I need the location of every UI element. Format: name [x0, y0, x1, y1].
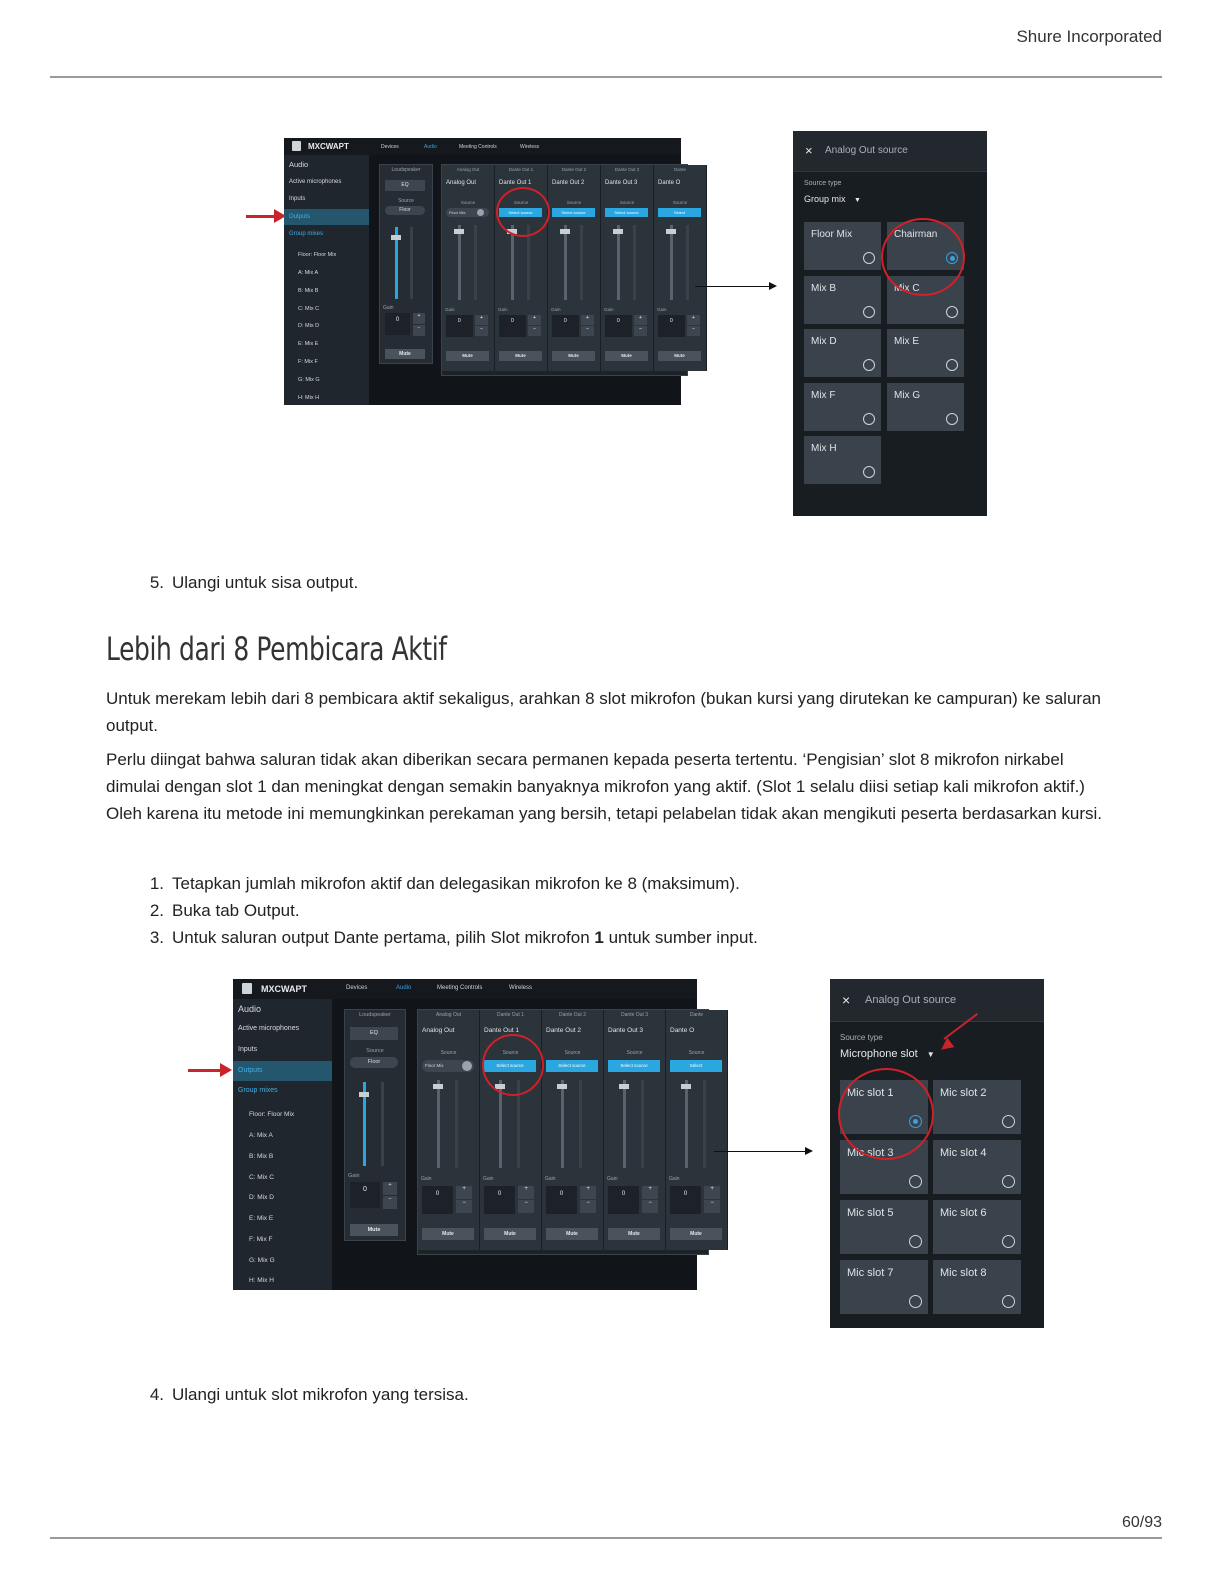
level-meter — [474, 225, 477, 300]
sidebar-mix[interactable]: E: Mix E — [298, 341, 319, 347]
header-company: Shure Incorporated — [1016, 27, 1162, 46]
step-number: 5. — [149, 573, 164, 592]
strip-title: Dante Out 2 — [546, 1027, 582, 1034]
source-option-label: Mic slot 4 — [940, 1147, 987, 1159]
loudspeaker-panel — [344, 1009, 406, 1241]
paragraph-2: Perlu diingat bahwa saluran tidak akan diberikan secara permanen kepada peserta tertentu. ‘Pengisian’ slot 8 mikrofon nirkabel dimulai dengan slot 1 dan meningkat dengan semakin banyaknya mikrofon yang aktif. (Slot 1 selalu diisi setiap kali mikrofon aktif.) Oleh karena itu metode ini memungkinkan perekaman yang bersih, tetapi pelabelan tidak akan mengikuti peserta berdasarkan kursi. — [106, 750, 1103, 823]
strip-source-label: Source — [688, 1050, 705, 1056]
strip-header: Dante Out 2 — [559, 1012, 586, 1018]
tab-audio[interactable]: Audio — [424, 144, 437, 150]
footer-rule — [50, 1537, 1162, 1539]
source-option-card[interactable] — [804, 436, 881, 484]
source-option-label: Chairman — [894, 229, 938, 240]
source-option-label: Mix F — [811, 389, 836, 401]
gain-minus-button[interactable]: − — [475, 326, 488, 336]
eq-button[interactable]: EQ — [350, 1027, 398, 1040]
sidebar-heading: Audio — [238, 1004, 262, 1014]
radio-button-icon[interactable] — [863, 252, 875, 264]
black-arrow-2 — [714, 1151, 807, 1152]
source-option-label: Mix H — [811, 443, 837, 454]
highlight-circle-source-1 — [496, 187, 550, 237]
step-number: 3. — [149, 928, 164, 947]
sidebar — [284, 155, 369, 405]
strip-gain-label: Gain — [604, 307, 614, 312]
strip-header: Dante Out 1 — [497, 1012, 524, 1018]
channel-fader[interactable] — [685, 1080, 688, 1168]
sidebar-item-group-mixes[interactable]: Group mixes — [289, 231, 324, 237]
gain-value[interactable]: 0 — [670, 1186, 701, 1214]
sidebar-mix[interactable]: Floor: Floor Mix — [298, 252, 337, 258]
loudspeaker-source-label: Source — [366, 1048, 384, 1054]
step-2 — [136, 901, 300, 921]
sidebar-mix[interactable]: D: Mix D — [249, 1194, 274, 1201]
strip-title: Analog Out — [422, 1027, 455, 1034]
strip-gain-label: Gain — [657, 307, 667, 312]
level-meter — [455, 1080, 458, 1168]
gain-value[interactable]: 0 — [605, 315, 632, 337]
radio-button-icon[interactable] — [863, 306, 875, 318]
source-chip[interactable]: Floor Mix — [422, 1060, 474, 1072]
black-arrow-1 — [695, 286, 771, 287]
step-text-pre: Untuk saluran output Dante pertama, pilih Slot mikrofon — [172, 928, 595, 947]
loudspeaker-header: Loudspeaker — [359, 1012, 391, 1018]
strip-source-label: Source — [564, 1050, 581, 1056]
source-option-card[interactable] — [840, 1200, 928, 1254]
channel-fader[interactable] — [564, 225, 567, 300]
source-option-card[interactable] — [804, 222, 881, 270]
step-number: 4. — [149, 1385, 164, 1404]
mute-button[interactable]: Mute — [605, 351, 648, 361]
source-option-label: Mic slot 2 — [940, 1087, 987, 1099]
select-source-button[interactable]: Select — [658, 208, 701, 217]
channel-fader[interactable] — [437, 1080, 440, 1168]
source-option-card[interactable] — [840, 1260, 928, 1314]
strip-gain-label: Gain — [445, 307, 455, 312]
gain-plus-button[interactable]: + — [581, 315, 594, 325]
header-rule — [50, 76, 1162, 78]
sidebar-mix[interactable]: E: Mix E — [249, 1215, 274, 1222]
source-option-label: Floor Mix — [811, 229, 853, 240]
eq-button[interactable]: EQ — [385, 180, 425, 191]
radio-button-icon[interactable] — [946, 359, 958, 371]
mute-button[interactable]: Mute — [484, 1228, 536, 1240]
step-text: Tetapkan jumlah mikrofon aktif dan delegasikan mikrofon ke 8 (maksimum). — [172, 874, 740, 893]
sidebar-mix[interactable]: F: Mix F — [249, 1236, 273, 1243]
mute-button[interactable]: Mute — [552, 351, 595, 361]
gain-plus-button[interactable]: + — [413, 313, 425, 324]
gain-value[interactable]: 0 — [484, 1186, 515, 1214]
tab-meeting-controls[interactable]: Meeting Controls — [459, 144, 497, 150]
strip-header: Dante Out 3 — [614, 167, 640, 172]
strip-title: Dante O — [670, 1027, 695, 1034]
red-arrow-outputs-1 — [246, 215, 276, 218]
level-meter — [641, 1080, 644, 1168]
strip-gain-label: Gain — [669, 1176, 680, 1182]
sidebar-mix[interactable]: B: Mix B — [298, 288, 319, 294]
loudspeaker-source-label: Source — [398, 198, 414, 204]
level-meter — [686, 225, 689, 300]
sidebar-mix[interactable]: F: Mix F — [298, 359, 318, 365]
level-meter — [579, 1080, 582, 1168]
source-option-card[interactable] — [887, 329, 964, 377]
source-option-card[interactable] — [933, 1200, 1021, 1254]
mute-button[interactable]: Mute — [670, 1228, 722, 1240]
source-option-label: Mix E — [894, 336, 919, 347]
radio-button-icon[interactable] — [909, 1175, 922, 1188]
app-logo-icon — [292, 141, 301, 151]
radio-button-icon[interactable] — [1002, 1235, 1015, 1248]
fader-knob[interactable] — [359, 1092, 369, 1097]
gain-value[interactable]: 0 — [658, 315, 685, 337]
clear-source-icon[interactable] — [462, 1061, 472, 1071]
red-arrow-outputs-2 — [188, 1069, 222, 1072]
sidebar-item-inputs[interactable]: Inputs — [238, 1046, 258, 1053]
source-option-card[interactable] — [933, 1260, 1021, 1314]
sidebar-item-active-microphones[interactable]: Active microphones — [289, 179, 342, 185]
strip-gain-label: Gain — [421, 1176, 432, 1182]
sidebar-mix[interactable]: C: Mix C — [298, 306, 320, 312]
gain-plus-button[interactable]: + — [634, 315, 647, 325]
loudspeaker-panel — [379, 164, 433, 364]
level-meter — [410, 227, 413, 299]
sidebar-mix[interactable]: G: Mix G — [249, 1257, 275, 1264]
gain-minus-button[interactable]: − — [518, 1200, 534, 1213]
strip-source-label: Source — [672, 200, 688, 205]
close-icon[interactable]: × — [842, 992, 851, 1008]
step-5 — [136, 573, 358, 593]
step-number: 1. — [149, 874, 164, 893]
gain-minus-button[interactable]: − — [383, 1196, 397, 1209]
strip-title: Dante O — [658, 180, 681, 186]
select-source-button[interactable]: Select source — [605, 208, 648, 217]
sidebar-mix[interactable]: Floor: Floor Mix — [249, 1111, 295, 1118]
gain-value[interactable]: 0 — [446, 315, 473, 337]
gain-value[interactable]: 0 — [422, 1186, 453, 1214]
select-source-button[interactable]: Select source — [608, 1060, 660, 1072]
radio-button-icon[interactable] — [909, 1295, 922, 1308]
level-meter — [381, 1082, 384, 1166]
output-strip — [418, 1010, 480, 1250]
app-screenshot-2 — [233, 979, 714, 1290]
strip-gain-label: Gain — [498, 307, 508, 312]
strip-gain-label: Gain — [607, 1176, 618, 1182]
gain-plus-button[interactable]: + — [518, 1186, 534, 1199]
source-option-card[interactable] — [804, 329, 881, 377]
sidebar-mix[interactable]: H: Mix H — [298, 395, 320, 401]
fader-knob[interactable] — [681, 1084, 691, 1089]
radio-button-icon[interactable] — [1002, 1295, 1015, 1308]
sidebar-mix[interactable]: D: Mix D — [298, 323, 320, 329]
source-option-label: Mix G — [894, 389, 921, 401]
gain-minus-button[interactable]: − — [581, 326, 594, 336]
gain-plus-button[interactable]: + — [383, 1182, 397, 1195]
level-meter — [703, 1080, 706, 1168]
fader-knob[interactable] — [560, 229, 570, 234]
gain-minus-button[interactable]: − — [704, 1200, 720, 1213]
strip-title: Dante Out 1 — [484, 1027, 520, 1034]
close-icon[interactable]: × — [805, 143, 813, 158]
source-option-card[interactable] — [933, 1140, 1021, 1194]
mute-button[interactable]: Mute — [499, 351, 542, 361]
radio-button-icon[interactable] — [863, 359, 875, 371]
strip-gain-label: Gain — [483, 1176, 494, 1182]
gain-minus-button[interactable]: − — [413, 325, 425, 336]
level-meter — [580, 225, 583, 300]
source-option-label: Mic slot 6 — [940, 1207, 987, 1219]
channel-fader[interactable] — [623, 1080, 626, 1168]
tab-audio[interactable]: Audio — [396, 985, 412, 991]
tab-meeting-controls[interactable]: Meeting Controls — [437, 985, 483, 991]
gain-plus-button[interactable]: + — [580, 1186, 596, 1199]
output-strip — [542, 1010, 604, 1250]
sidebar-mix[interactable]: G: Mix G — [298, 377, 320, 383]
loudspeaker-mute-button[interactable]: Mute — [350, 1224, 398, 1236]
radio-button-icon[interactable] — [909, 1235, 922, 1248]
source-option-card[interactable] — [804, 276, 881, 324]
radio-button-icon[interactable] — [1002, 1175, 1015, 1188]
step-4 — [136, 1385, 469, 1405]
tab-devices[interactable]: Devices — [381, 144, 399, 150]
strip-source-label: Source — [440, 1050, 457, 1056]
source-picker-1 — [793, 131, 987, 516]
output-strip — [654, 165, 707, 371]
strip-header: Dante — [689, 1012, 704, 1018]
gain-value[interactable]: 0 — [552, 315, 579, 337]
strip-header: Analog Out — [435, 1012, 462, 1018]
loudspeaker-gain-label: Gain — [383, 305, 394, 311]
loudspeaker-source-chip[interactable]: Floor — [350, 1057, 398, 1068]
strip-title: Dante Out 3 — [608, 1027, 644, 1034]
sidebar-item-active-microphones[interactable]: Active microphones — [238, 1025, 300, 1032]
fader-knob[interactable] — [619, 1084, 629, 1089]
strip-source-label: Source — [460, 200, 476, 205]
sidebar-item-outputs[interactable]: Outputs — [284, 209, 369, 225]
channel-fader[interactable] — [617, 225, 620, 300]
sidebar-item-inputs[interactable]: Inputs — [289, 196, 306, 202]
select-source-button[interactable]: Select — [670, 1060, 722, 1072]
strip-header: Dante Out 3 — [621, 1012, 648, 1018]
step-number: 2. — [149, 901, 164, 920]
select-source-button[interactable]: Select source — [546, 1060, 598, 1072]
select-source-button[interactable]: Select source — [484, 1060, 536, 1072]
gain-minus-button[interactable]: − — [634, 326, 647, 336]
channel-fader[interactable] — [561, 1080, 564, 1168]
gain-value[interactable]: 0 — [499, 315, 526, 337]
output-strip — [601, 165, 654, 371]
sidebar-mix[interactable]: H: Mix H — [249, 1277, 274, 1284]
source-option-label: Mic slot 7 — [847, 1267, 894, 1279]
loudspeaker-source-chip[interactable]: Floor — [385, 206, 425, 215]
step-text-post: untuk sumber input. — [603, 928, 758, 947]
fader-knob[interactable] — [613, 229, 623, 234]
fader-knob[interactable] — [391, 235, 401, 240]
sidebar-item-group-mixes[interactable]: Group mixes — [238, 1087, 278, 1094]
source-type-dropdown[interactable] — [804, 194, 861, 204]
strip-header: Dante Out 1 — [508, 167, 534, 172]
select-source-button[interactable]: Select source — [499, 208, 542, 217]
app-logo-icon — [242, 983, 252, 994]
step-text: Buka tab Output. — [172, 901, 300, 920]
loudspeaker-gain-label: Gain — [348, 1173, 360, 1179]
source-option-label: Mic slot 8 — [940, 1267, 987, 1279]
strip-source-label: Source — [626, 1050, 643, 1056]
source-type-value: Microphone slot — [840, 1048, 918, 1060]
source-type-label: Source type — [804, 180, 842, 187]
level-meter — [633, 225, 636, 300]
fader-knob[interactable] — [454, 229, 464, 234]
strip-header: Dante — [673, 167, 686, 172]
radio-button-icon[interactable] — [946, 306, 958, 318]
radio-button-icon[interactable] — [863, 413, 875, 425]
channel-fader[interactable] — [670, 225, 673, 300]
output-strip — [548, 165, 601, 371]
sidebar-heading: Audio — [289, 160, 309, 169]
mute-button[interactable]: Mute — [422, 1228, 474, 1240]
mute-button[interactable]: Mute — [658, 351, 701, 361]
tab-wireless[interactable]: Wireless — [509, 985, 533, 991]
source-option-card[interactable] — [887, 383, 964, 431]
gain-value[interactable]: 0 — [608, 1186, 639, 1214]
app-brand: MXCWAPT — [308, 142, 349, 151]
fader-knob[interactable] — [433, 1084, 443, 1089]
strip-header: Analog Out — [456, 167, 480, 172]
picker-title: Analog Out source — [825, 145, 908, 156]
source-option-label: Mic slot 5 — [847, 1207, 894, 1219]
source-type-label: Source type — [840, 1033, 883, 1042]
sidebar-item-outputs[interactable]: Outputs — [233, 1061, 332, 1081]
gain-plus-button[interactable]: + — [475, 315, 488, 325]
source-option-label: Mic slot 1 — [847, 1087, 894, 1099]
clear-source-icon[interactable] — [477, 209, 484, 216]
source-option-card[interactable] — [804, 383, 881, 431]
gain-plus-button[interactable]: + — [642, 1186, 658, 1199]
tab-devices[interactable]: Devices — [346, 985, 368, 991]
picker-title: Analog Out source — [865, 994, 957, 1006]
chevron-down-icon: ▼ — [854, 197, 861, 204]
step-text-bold: 1 — [594, 928, 604, 947]
strip-title: Analog Out — [446, 180, 477, 186]
sidebar-mix[interactable]: B: Mix B — [249, 1153, 274, 1160]
chevron-down-icon: ▼ — [926, 1050, 935, 1059]
paragraph-1: Untuk merekam lebih dari 8 pembicara aktif sekaligus, arahkan 8 slot mikrofon (bukan kursi yang dirutekan ke campuran) ke saluran output. — [106, 689, 1101, 735]
highlight-circle-mic-slot-1 — [838, 1068, 934, 1160]
app-brand: MXCWAPT — [261, 984, 307, 994]
strip-title: Dante Out 3 — [605, 180, 638, 186]
mute-button[interactable]: Mute — [608, 1228, 660, 1240]
radio-button-icon[interactable] — [1002, 1115, 1015, 1128]
highlight-circle-source-2 — [482, 1034, 544, 1096]
gain-plus-button[interactable]: + — [687, 315, 700, 325]
strip-title: Dante Out 2 — [552, 180, 585, 186]
fader-knob[interactable] — [666, 229, 676, 234]
channel-fader[interactable] — [511, 225, 514, 300]
source-chip[interactable]: Floor Mix — [446, 208, 489, 217]
sidebar-mix[interactable]: C: Mix C — [249, 1174, 274, 1181]
channel-fader[interactable] — [458, 225, 461, 300]
output-strip — [604, 1010, 666, 1250]
source-option-label: Mic slot 3 — [847, 1147, 894, 1159]
radio-button-icon[interactable] — [863, 466, 875, 478]
source-option-label: Mix C — [894, 282, 920, 294]
step-text: Ulangi untuk sisa output. — [172, 573, 359, 592]
fader-knob[interactable] — [557, 1084, 567, 1089]
loudspeaker-gain-value[interactable]: 0 — [385, 313, 410, 335]
section-heading: Lebih dari 8 Pembicara Aktif — [106, 630, 447, 668]
highlight-circle-chairman — [881, 218, 965, 296]
strip-header: Dante Out 2 — [561, 167, 587, 172]
strip-gain-label: Gain — [551, 307, 561, 312]
loudspeaker-header: Loudspeaker — [391, 167, 421, 173]
strip-source-label: Source — [566, 200, 582, 205]
gain-minus-button[interactable]: − — [687, 326, 700, 336]
source-option-card[interactable] — [933, 1080, 1021, 1134]
strip-gain-label: Gain — [545, 1176, 556, 1182]
strip-source-label: Source — [619, 200, 635, 205]
tab-wireless[interactable]: Wireless — [520, 144, 540, 150]
strip-source-label: Source — [502, 1050, 519, 1056]
loudspeaker-gain-value[interactable]: 0 — [350, 1182, 380, 1208]
source-option-label: Mix D — [811, 336, 837, 347]
step-3 — [136, 928, 758, 948]
gain-minus-button[interactable]: − — [642, 1200, 658, 1213]
sidebar-mix[interactable]: A: Mix A — [249, 1132, 273, 1139]
step-text: Ulangi untuk slot mikrofon yang tersisa. — [172, 1385, 469, 1404]
gain-plus-button[interactable]: + — [528, 315, 541, 325]
page-number: 60/93 — [1121, 1514, 1162, 1531]
app-screenshot-1 — [284, 138, 696, 405]
gain-minus-button[interactable]: − — [456, 1200, 472, 1213]
output-strip — [442, 165, 495, 371]
gain-plus-button[interactable]: + — [704, 1186, 720, 1199]
sidebar — [233, 999, 332, 1290]
radio-button-icon[interactable] — [946, 413, 958, 425]
strip-source-label: Source — [513, 200, 529, 205]
source-type-value: Group mix — [804, 194, 846, 204]
loudspeaker-mute-button[interactable]: Mute — [385, 349, 425, 359]
step-1 — [136, 874, 740, 894]
gain-minus-button[interactable]: − — [580, 1200, 596, 1213]
mute-button[interactable]: Mute — [546, 1228, 598, 1240]
gain-value[interactable]: 0 — [546, 1186, 577, 1214]
source-type-dropdown[interactable] — [840, 1048, 935, 1060]
sidebar-mix[interactable]: A: Mix A — [298, 270, 319, 276]
source-option-label: Mix B — [811, 282, 836, 294]
gain-minus-button[interactable]: − — [528, 326, 541, 336]
gain-plus-button[interactable]: + — [456, 1186, 472, 1199]
select-source-button[interactable]: Select source — [552, 208, 595, 217]
mute-button[interactable]: Mute — [446, 351, 489, 361]
output-strip — [666, 1010, 728, 1250]
strip-title: Dante Out 1 — [499, 180, 532, 186]
